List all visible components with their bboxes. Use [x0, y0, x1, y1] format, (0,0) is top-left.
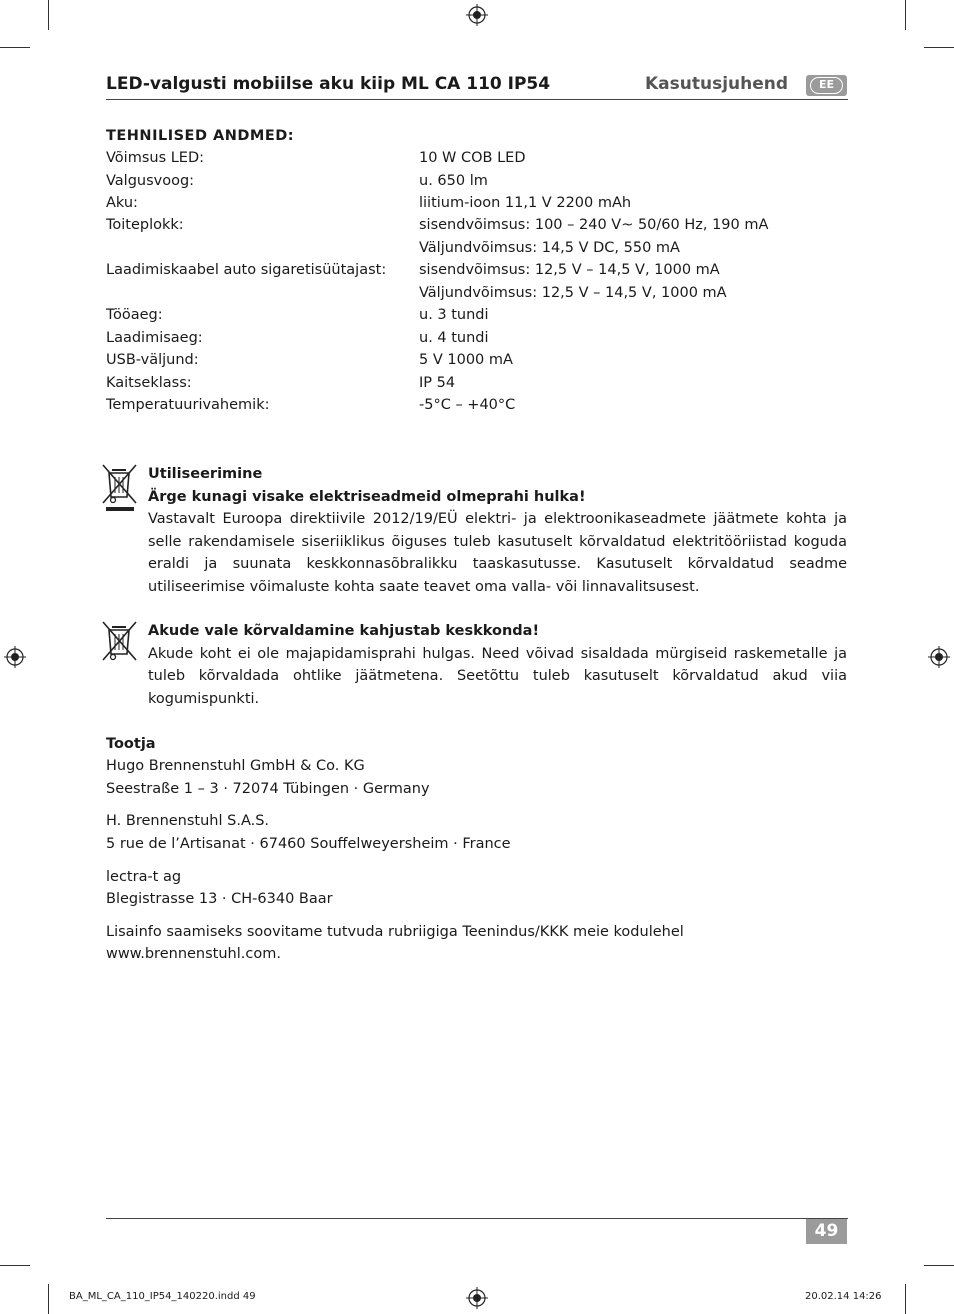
spec-label: Temperatuurivahemik:: [106, 397, 270, 413]
crop-mark: [48, 1284, 49, 1314]
battery-title: Akude vale kõrvaldamine kahjustab keskkonda!: [148, 623, 540, 639]
disposal-section: [148, 463, 847, 598]
battery-section: [148, 620, 847, 710]
crossed-out-wheelie-bin-icon: [100, 463, 140, 513]
spec-label: Valgusvoog:: [106, 173, 195, 189]
crossed-out-wheelie-bin-icon: [100, 620, 140, 670]
crop-mark: [905, 1284, 906, 1314]
registration-mark-icon: [928, 646, 950, 668]
crop-mark: [905, 0, 906, 30]
spec-value: u. 4 tundi: [419, 330, 489, 346]
spec-label: Laadimisaeg:: [106, 330, 203, 346]
spec-value: liitium-ioon 11,1 V 2200 mAh: [419, 195, 632, 211]
spec-value: Väljundvõimsus: 12,5 V – 14,5 V, 1000 mA: [419, 285, 727, 301]
crop-mark: [0, 1265, 30, 1266]
slug-filename: BA_ML_CA_110_IP54_140220.indd 49: [69, 1291, 256, 1302]
crop-mark: [924, 1265, 954, 1266]
language-badge-label: EE: [810, 77, 843, 94]
spec-label: Toiteplokk:: [106, 217, 184, 233]
address-line: H. Brennenstuhl S.A.S.: [106, 813, 270, 829]
battery-text: Akude koht ei ole majapidamisprahi hulgas. Need võivad sisaldada mürgiseid raskemetalle ja tuleb kõrvaldada ohtlike jäätmetena. Seetõttu tuleb kasutuselt kõrvaldatud akud viia kogumispunkti.: [148, 645, 847, 707]
spec-value: Väljundvõimsus: 14,5 V DC, 550 mA: [419, 240, 680, 256]
spec-value: IP 54: [419, 375, 456, 391]
crop-mark: [0, 47, 30, 48]
spec-value: -5°C – +40°C: [419, 397, 516, 413]
registration-mark-icon: [4, 646, 26, 668]
disposal-text: Vastavalt Euroopa direktiivile 2012/19/EÜ elektri- ja elektroonikaseadmete jäätmete kohta ja selle rakendamisele siseriiklikus õiguses tuleb kasutuselt kõrvaldatud elektritööriistad koguda eraldi ja suunata keskkonnasõbralikku taaskasutusse. Kasutuselt kõrvaldatud seadme utiliseerimise võimaluste kohta saate teavet oma valla- või linnavalitsusest.: [148, 511, 847, 595]
spec-label: Aku:: [106, 195, 138, 211]
spec-label: Tööaeg:: [106, 307, 163, 323]
crop-mark: [48, 0, 49, 30]
website-text: www.brennenstuhl.com.: [106, 946, 281, 962]
spec-label: Kaitseklass:: [106, 375, 192, 391]
spec-value: sisendvõimsus: 12,5 V – 14,5 V, 1000 mA: [419, 262, 720, 278]
language-badge: [806, 75, 847, 96]
address-line: lectra-t ag: [106, 869, 182, 885]
spec-value: sisendvõimsus: 100 – 240 V~ 50/60 Hz, 190 mA: [419, 217, 769, 233]
address-line: 5 rue de l’Artisanat · 67460 Souffelweyersheim · France: [106, 836, 511, 852]
crop-mark: [924, 47, 954, 48]
registration-mark-icon: [466, 1287, 488, 1309]
registration-mark-icon: [466, 4, 488, 26]
address-line: Seestraße 1 – 3 · 72074 Tübingen · Germany: [106, 781, 430, 797]
address-line: Hugo Brennenstuhl GmbH & Co. KG: [106, 758, 365, 774]
disposal-title: Utiliseerimine: [148, 466, 263, 482]
spec-label: Laadimiskaabel auto sigaretisüütajast:: [106, 262, 387, 278]
header-rule: [106, 99, 848, 100]
document-title: LED-valgusti mobiilse aku kiip ML CA 110 IP54: [106, 74, 551, 94]
slug-date: 20.02.14 14:26: [805, 1291, 882, 1302]
spec-label: Võimsus LED:: [106, 150, 205, 166]
spec-value: u. 650 lm: [419, 173, 488, 189]
page-number: 49: [806, 1219, 847, 1244]
address-line: Blegistrasse 13 · CH-6340 Baar: [106, 891, 333, 907]
spec-value: 10 W COB LED: [419, 150, 526, 166]
info-text: Lisainfo saamiseks soovitame tutvuda rubriigiga Teenindus/KKK meie kodulehel: [106, 924, 684, 940]
spec-value: u. 3 tundi: [419, 307, 489, 323]
manual-label: Kasutusjuhend: [645, 74, 789, 94]
disposal-warning: Ärge kunagi visake elektriseadmeid olmeprahi hulka!: [148, 488, 586, 505]
spec-label: USB-väljund:: [106, 352, 199, 368]
tech-data-heading: TEHNILISED ANDMED:: [106, 128, 295, 144]
manufacturer-heading: Tootja: [106, 736, 156, 752]
footer-rule: [106, 1218, 848, 1219]
spec-value: 5 V 1000 mA: [419, 352, 513, 368]
